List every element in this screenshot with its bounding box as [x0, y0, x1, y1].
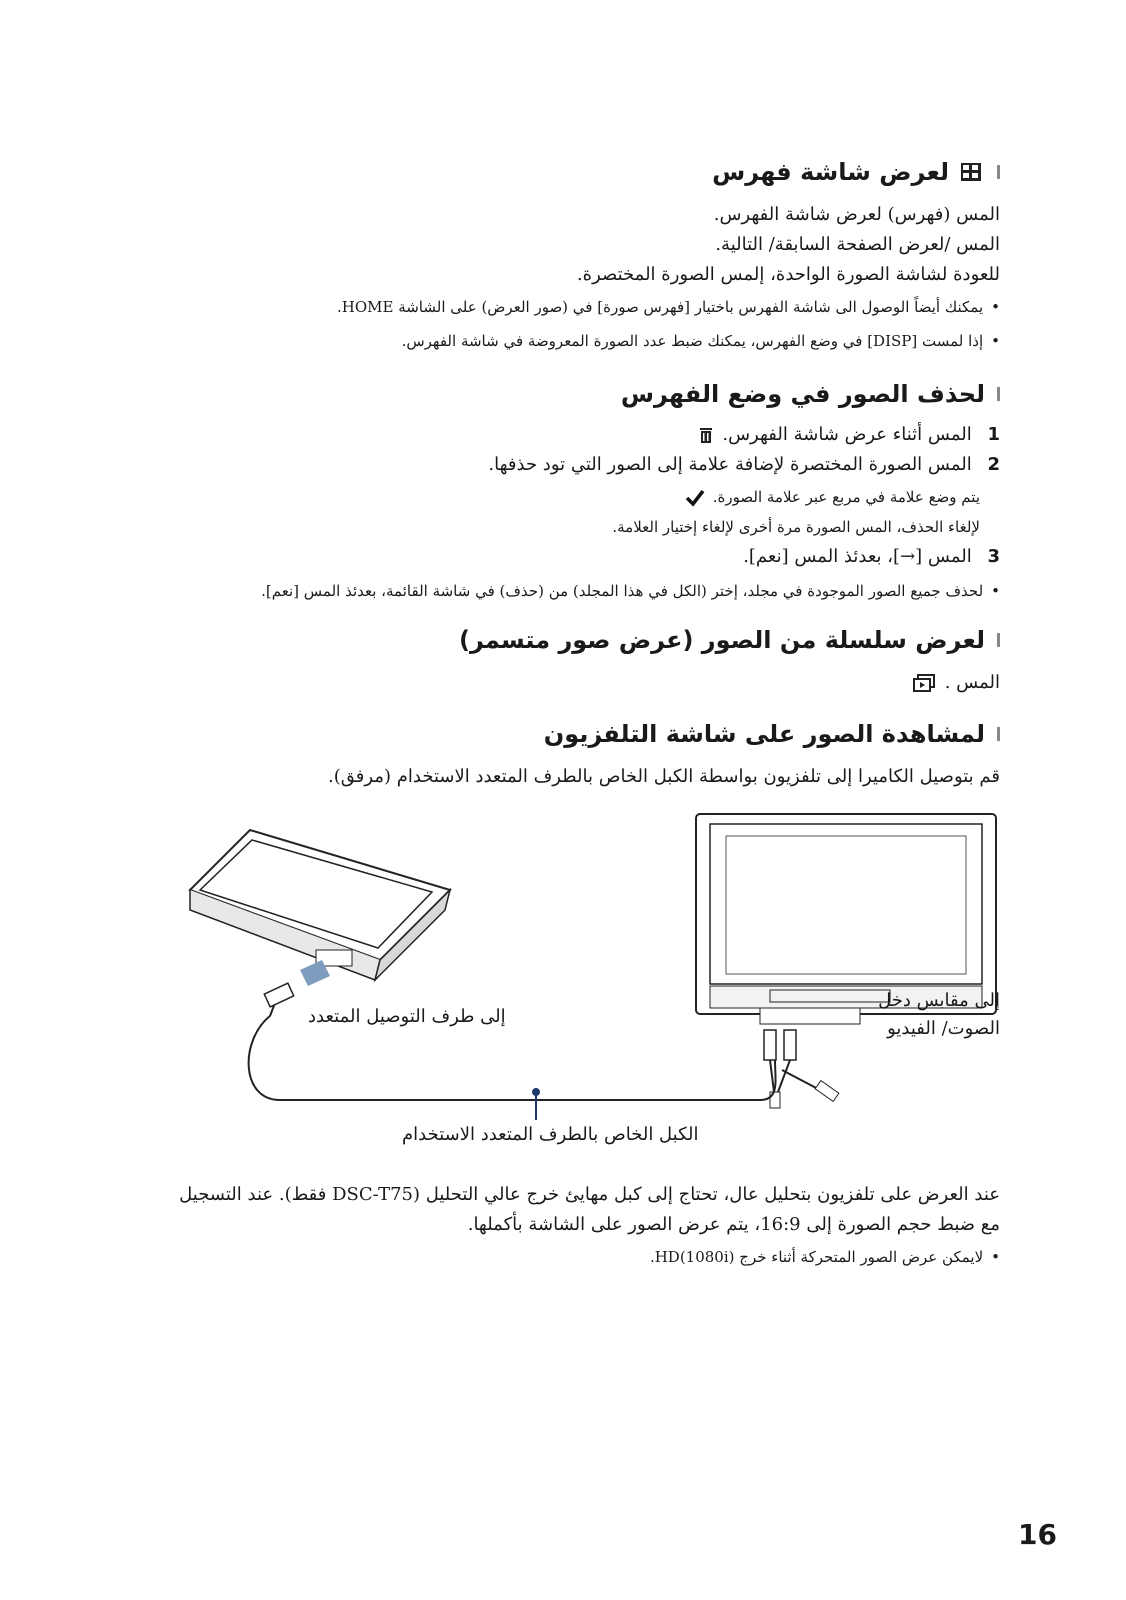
index-line-1: المس (فهرس) لعرض شاشة الفهرس. [713, 204, 1000, 225]
step-number: 3 [987, 546, 1000, 567]
delete-step-2 [100, 452, 1000, 478]
index-line-3: للعودة لشاشة الصورة الواحدة، إلمس الصورة المختصرة. [576, 264, 1000, 285]
slideshow-icon [912, 674, 936, 692]
index-bullet-2 [100, 328, 1000, 354]
label-av-input: إلى مقابس دخل [878, 990, 1000, 1011]
delete-bullet-text: لحذف جميع الصور الموجودة في مجلد، إختر (الكل في هذا المجلد) من (حذف) في شاشة القائمة، بعدئذ المس [نعم]. [261, 582, 984, 600]
connection-diagram [170, 810, 1010, 1130]
step-number: 1 [987, 424, 1000, 445]
footer-bullet-1 [100, 1244, 1000, 1270]
slideshow-section-heading [120, 626, 1000, 654]
step-text: المس [→]، بعدئذ المس [نعم]. [743, 546, 972, 567]
multi-connector [264, 983, 293, 1007]
label-av-input-2: الصوت/ الفيديو [887, 1018, 1000, 1039]
page-number: 16 [1018, 1518, 1057, 1551]
tv-line-1: قم بتوصيل الكاميرا إلى تلفزيون بواسطة الكبل الخاص بالطرف المتعدد الاستخدام (مرفق). [328, 766, 1000, 787]
tv-title: لمشاهدة الصور على شاشة التلفزيون [543, 720, 985, 748]
delete-section-heading [120, 380, 1000, 408]
slideshow-title: لعرض سلسلة من الصور (عرض صور متسمر) [459, 626, 985, 654]
index-line-2: المس /لعرض الصفحة السابقة/ التالية. [715, 234, 1000, 255]
step-text: المس أثناء عرض شاشة الفهرس. [722, 424, 972, 445]
heading-marker [997, 633, 1000, 647]
footer-line-2: مع ضبط حجم الصورة إلى 16:9، يتم عرض الصور على الشاشة بأكملها. [467, 1214, 1000, 1235]
index-icon [960, 162, 982, 182]
index-title: لعرض شاشة فهرس [712, 158, 949, 186]
trash-icon [698, 426, 714, 444]
delete-step-3 [100, 544, 1000, 570]
heading-marker [997, 165, 1000, 179]
step-text: المس الصورة المختصرة لإضافة علامة إلى الصور التي تود حذفها. [488, 454, 972, 475]
camera-illustration [190, 830, 450, 986]
index-bullet-1 [100, 294, 1000, 320]
multi-use-cable [249, 1016, 776, 1100]
delete-bullet-1 [100, 578, 1000, 604]
index-bullet-2-text: إذا لمست [DISP] في وضع الفهرس، يمكنك ضبط عدد الصورة المعروضة في شاشة الفهرس. [401, 332, 984, 350]
index-section-heading [120, 158, 1000, 186]
tv-section-heading [120, 720, 1000, 748]
index-bullet-1-text: يمكنك أيضاً الوصول الى شاشة الفهرس باختيار [فهرس صورة] في (صور العرض) على الشاشة HOME. [336, 298, 984, 316]
delete-note-1 [80, 484, 980, 510]
heading-marker [997, 387, 1000, 401]
footer-bullet-text: لايمكن عرض الصور المتحركة أثناء خرج HD(1080i). [649, 1248, 984, 1266]
delete-title: لحذف الصور في وضع الفهرس [620, 380, 985, 408]
footer-line-1: عند العرض على تلفزيون بتحليل عال، تحتاج إلى كبل مهايئ خرج عالي التحليل (DSC-T75 فقط). عند التسجيل [179, 1184, 1000, 1205]
checkmark-icon [685, 489, 705, 507]
delete-note-2: لإلغاء الحذف، المس الصورة مرة أخرى لإلغاء إختيار العلامة. [612, 518, 980, 536]
delete-step-1 [100, 422, 1000, 448]
label-multi-terminal: إلى طرف التوصيل المتعدد [308, 1006, 506, 1027]
step-number: 2 [987, 454, 1000, 475]
label-cable: الكبل الخاص بالطرف المتعدد الاستخدام [402, 1124, 699, 1145]
slideshow-text: المس . [944, 672, 1000, 693]
slideshow-line-1 [100, 670, 1000, 696]
heading-marker [997, 727, 1000, 741]
note-text: يتم وضع علامة في مربع عبر علامة الصورة. [712, 488, 980, 506]
